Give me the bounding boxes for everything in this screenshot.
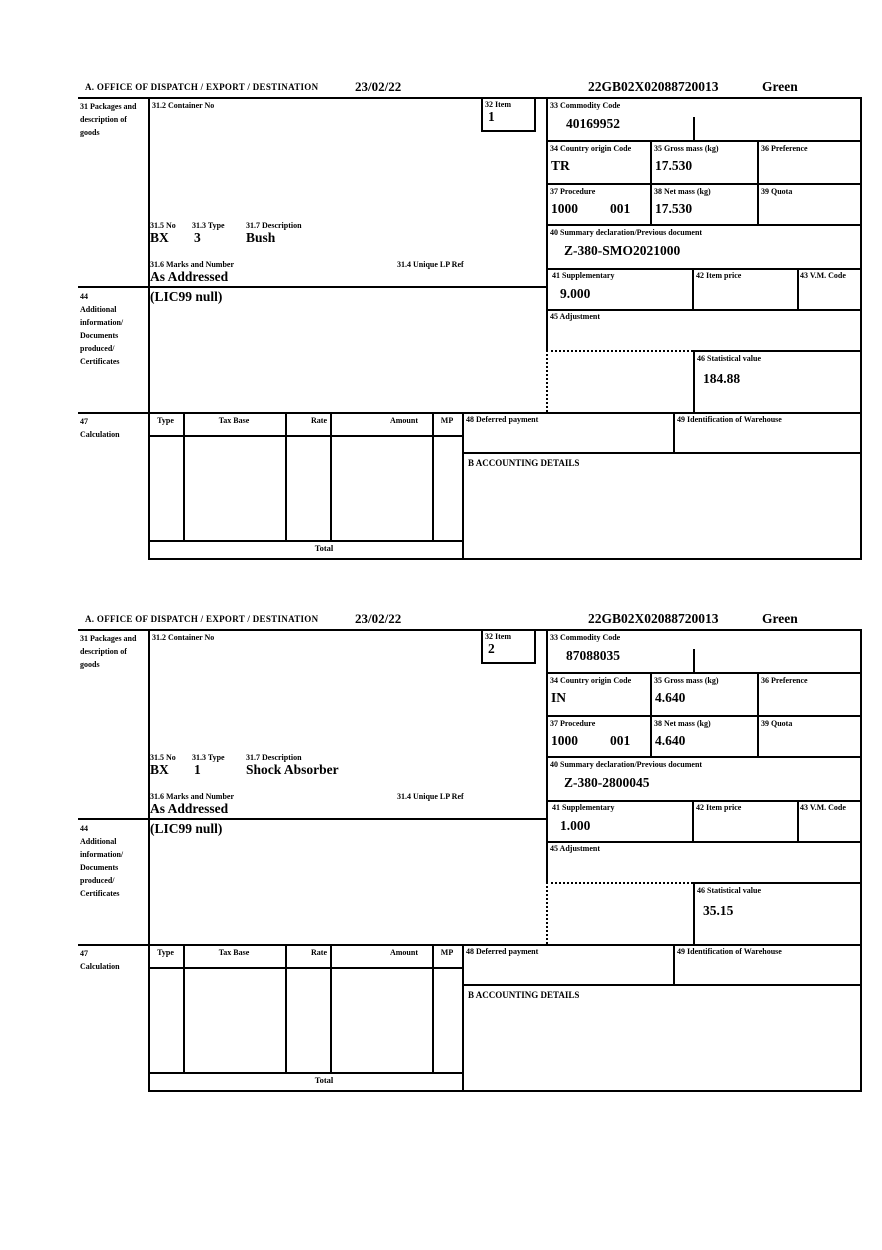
calc-col-amount-header: Amount <box>389 948 418 957</box>
calc-total-label: Total <box>314 543 334 553</box>
box38-net-mass-label: 38 Net mass (kg) <box>654 719 711 728</box>
form-line <box>148 629 150 1090</box>
form-line <box>183 412 185 540</box>
form-line <box>148 540 462 542</box>
form-line <box>148 967 462 969</box>
box31-3-type-label: 31.3 Type <box>192 221 225 230</box>
calc-col-tax-base-header: Tax Base <box>218 416 250 425</box>
form-line <box>432 944 434 1072</box>
form-line <box>546 800 862 802</box>
box37-procedure-label: 37 Procedure <box>550 719 596 728</box>
calc-col-tax-base-header: Tax Base <box>218 948 250 957</box>
form-line <box>148 1072 462 1074</box>
box49-warehouse-id-label: 49 Identification of Warehouse <box>677 947 782 956</box>
form-dotted-line <box>546 350 548 412</box>
declaration-reference-number: 22GB02X02088720013 <box>588 79 719 94</box>
declaration-item-section-2 <box>78 611 862 1092</box>
box48-deferred-payment-label: 48 Deferred payment <box>466 415 539 424</box>
form-line <box>148 97 150 558</box>
declaration-date: 23/02/22 <box>355 611 402 626</box>
form-line <box>546 629 548 882</box>
form-line <box>534 97 536 130</box>
form-line <box>860 629 862 1090</box>
routing-indicator: Green <box>762 79 798 94</box>
form-line <box>546 715 862 717</box>
form-line <box>797 268 799 309</box>
form-line <box>78 629 862 631</box>
box31-packages-label: 31 Packages and description of goods <box>80 102 137 137</box>
form-line <box>78 97 862 99</box>
form-line <box>650 672 652 756</box>
box41-supplementary-value: 9.000 <box>560 286 591 301</box>
box39-quota-label: 39 Quota <box>761 187 793 196</box>
box45-adjustment-label: 45 Adjustment <box>550 312 601 321</box>
form-line <box>860 97 862 558</box>
box31-2-container-no-label: 31.2 Container No <box>152 633 215 642</box>
form-line <box>673 944 675 984</box>
box31-7-description-value: Bush <box>246 230 276 245</box>
box41-supplementary-label: 41 Supplementary <box>552 803 615 812</box>
box37-procedure-value: 1000 <box>551 733 578 748</box>
form-line <box>148 1090 862 1092</box>
form-line <box>546 183 862 185</box>
office-of-dispatch-header: A. OFFICE OF DISPATCH / EXPORT / DESTINATION <box>85 614 319 624</box>
box44-additional-info-value: (LIC99 null) <box>150 821 223 836</box>
form-line <box>183 944 185 1072</box>
form-dotted-line <box>546 882 548 944</box>
box46-statistical-value-label: 46 Statistical value <box>697 354 761 363</box>
box48-deferred-payment-label: 48 Deferred payment <box>466 947 539 956</box>
calc-total-label: Total <box>314 1075 334 1085</box>
form-line <box>757 672 759 756</box>
box42-item-price-label: 42 Item price <box>696 803 742 812</box>
box31-7-description-value: Shock Absorber <box>246 762 339 777</box>
box32-item-number: 1 <box>488 109 495 124</box>
form-line <box>78 412 862 414</box>
box35-gross-mass-label: 35 Gross mass (kg) <box>654 676 719 685</box>
declaration-item-section-1 <box>78 79 862 560</box>
box41-supplementary-value: 1.000 <box>560 818 591 833</box>
box40-summary-declaration-label: 40 Summary declaration/Previous document <box>550 228 703 237</box>
box46-statistical-value: 184.88 <box>703 371 741 386</box>
routing-indicator: Green <box>762 611 798 626</box>
form-line <box>330 944 332 1072</box>
form-line <box>546 97 548 350</box>
box44-additional-info-label: 44 Additional information/ Documents produced/ Certificates <box>80 292 124 366</box>
form-line <box>481 130 536 132</box>
form-line <box>285 412 287 540</box>
box33-commodity-code-value: 87088035 <box>566 648 620 663</box>
box31-5-no-label: 31.5 No <box>150 221 176 230</box>
box31-6-marks-label: 31.6 Marks and Number <box>150 260 235 269</box>
calc-col-type-header: Type <box>157 416 174 425</box>
form-line <box>692 268 694 309</box>
form-line <box>481 97 483 130</box>
box35-gross-mass-value: 4.640 <box>655 690 686 705</box>
form-line <box>546 672 862 674</box>
box36-preference-label: 36 Preference <box>761 144 808 153</box>
commodity-code-tick-line <box>693 649 695 672</box>
form-line <box>285 944 287 1072</box>
form-line <box>546 756 862 758</box>
accounting-details-label: B ACCOUNTING DETAILS <box>468 990 580 1000</box>
box31-4-unique-lp-ref-label: 31.4 Unique LP Ref <box>397 792 464 801</box>
commodity-code-tick-line <box>693 117 695 140</box>
box32-item-number: 2 <box>488 641 495 656</box>
box31-5-no-value: BX <box>150 230 169 245</box>
form-line <box>546 268 862 270</box>
box31-5-no-label: 31.5 No <box>150 753 176 762</box>
form-line <box>693 350 862 352</box>
box38-net-mass-value: 4.640 <box>655 733 686 748</box>
box40-previous-document-value: Z-380-2800045 <box>564 775 650 790</box>
box35-gross-mass-value: 17.530 <box>655 158 693 173</box>
form-line <box>462 984 862 986</box>
form-line <box>546 224 862 226</box>
form-line <box>481 629 483 662</box>
form-line <box>481 662 536 664</box>
box32-item-label: 32 Item <box>485 100 511 109</box>
box34-country-origin-value: IN <box>551 690 567 705</box>
box33-commodity-code-label: 33 Commodity Code <box>550 633 621 642</box>
calc-col-rate-header: Rate <box>311 416 327 425</box>
accounting-details-label: B ACCOUNTING DETAILS <box>468 458 580 468</box>
box31-packages-label: 31 Packages and description of goods <box>80 634 137 669</box>
box45-adjustment-label: 45 Adjustment <box>550 844 601 853</box>
box40-previous-document-value: Z-380-SMO2021000 <box>564 243 681 258</box>
declaration-date: 23/02/22 <box>355 79 402 94</box>
form-line <box>693 882 695 944</box>
box31-7-description-label: 31.7 Description <box>246 753 302 762</box>
form-line <box>757 140 759 224</box>
box38-net-mass-label: 38 Net mass (kg) <box>654 187 711 196</box>
box47-calculation-label: 47 Calculation <box>80 417 120 439</box>
box44-additional-info-label: 44 Additional information/ Documents produced/ Certificates <box>80 824 124 898</box>
box49-warehouse-id-label: 49 Identification of Warehouse <box>677 415 782 424</box>
form-line <box>546 140 862 142</box>
form-line <box>148 435 462 437</box>
box46-statistical-value: 35.15 <box>703 903 734 918</box>
box39-quota-label: 39 Quota <box>761 719 793 728</box>
office-of-dispatch-header: A. OFFICE OF DISPATCH / EXPORT / DESTINATION <box>85 82 319 92</box>
box33-commodity-code-label: 33 Commodity Code <box>550 101 621 110</box>
box31-6-marks-value: As Addressed <box>150 801 229 816</box>
form-dotted-line <box>546 350 693 352</box>
box43-vm-code-label: 43 V.M. Code <box>800 803 846 812</box>
declaration-reference-number: 22GB02X02088720013 <box>588 611 719 626</box>
form-line <box>693 350 695 412</box>
form-line <box>650 140 652 224</box>
form-line <box>692 800 694 841</box>
box31-6-marks-value: As Addressed <box>150 269 229 284</box>
box34-country-origin-value: TR <box>551 158 570 173</box>
box46-statistical-value-label: 46 Statistical value <box>697 886 761 895</box>
box42-item-price-label: 42 Item price <box>696 271 742 280</box>
box37-procedure-value: 1000 <box>551 201 578 216</box>
box31-4-unique-lp-ref-label: 31.4 Unique LP Ref <box>397 260 464 269</box>
form-line <box>432 412 434 540</box>
box31-3-type-label: 31.3 Type <box>192 753 225 762</box>
form-line <box>546 841 862 843</box>
form-line <box>534 629 536 662</box>
box40-summary-declaration-label: 40 Summary declaration/Previous document <box>550 760 703 769</box>
box38-net-mass-value: 17.530 <box>655 201 693 216</box>
box36-preference-label: 36 Preference <box>761 676 808 685</box>
calc-col-mp-header: MP <box>440 948 454 957</box>
box37-procedure-ext-value: 001 <box>610 733 631 748</box>
box33-commodity-code-value: 40169952 <box>566 116 620 131</box>
box35-gross-mass-label: 35 Gross mass (kg) <box>654 144 719 153</box>
calc-col-type-header: Type <box>157 948 174 957</box>
box31-7-description-label: 31.7 Description <box>246 221 302 230</box>
form-line <box>797 800 799 841</box>
box43-vm-code-label: 43 V.M. Code <box>800 271 846 280</box>
box34-country-origin-label: 34 Country origin Code <box>550 144 632 153</box>
box41-supplementary-label: 41 Supplementary <box>552 271 615 280</box>
box31-5-no-value: BX <box>150 762 169 777</box>
box47-calculation-label: 47 Calculation <box>80 949 120 971</box>
box31-6-marks-label: 31.6 Marks and Number <box>150 792 235 801</box>
form-line <box>78 944 862 946</box>
box32-item-label: 32 Item <box>485 632 511 641</box>
box37-procedure-label: 37 Procedure <box>550 187 596 196</box>
box31-3-type-value: 3 <box>194 230 201 245</box>
form-line <box>693 882 862 884</box>
box31-2-container-no-label: 31.2 Container No <box>152 101 215 110</box>
form-dotted-line <box>546 882 693 884</box>
form-line <box>148 558 862 560</box>
form-line <box>330 412 332 540</box>
box37-procedure-ext-value: 001 <box>610 201 631 216</box>
calc-col-rate-header: Rate <box>311 948 327 957</box>
calc-col-amount-header: Amount <box>389 416 418 425</box>
box44-additional-info-value: (LIC99 null) <box>150 289 223 304</box>
box34-country-origin-label: 34 Country origin Code <box>550 676 632 685</box>
form-line <box>673 412 675 452</box>
calc-col-mp-header: MP <box>440 416 454 425</box>
form-line <box>462 452 862 454</box>
form-line <box>546 309 862 311</box>
form-line <box>462 412 464 558</box>
form-line <box>462 944 464 1090</box>
box31-3-type-value: 1 <box>194 762 201 777</box>
